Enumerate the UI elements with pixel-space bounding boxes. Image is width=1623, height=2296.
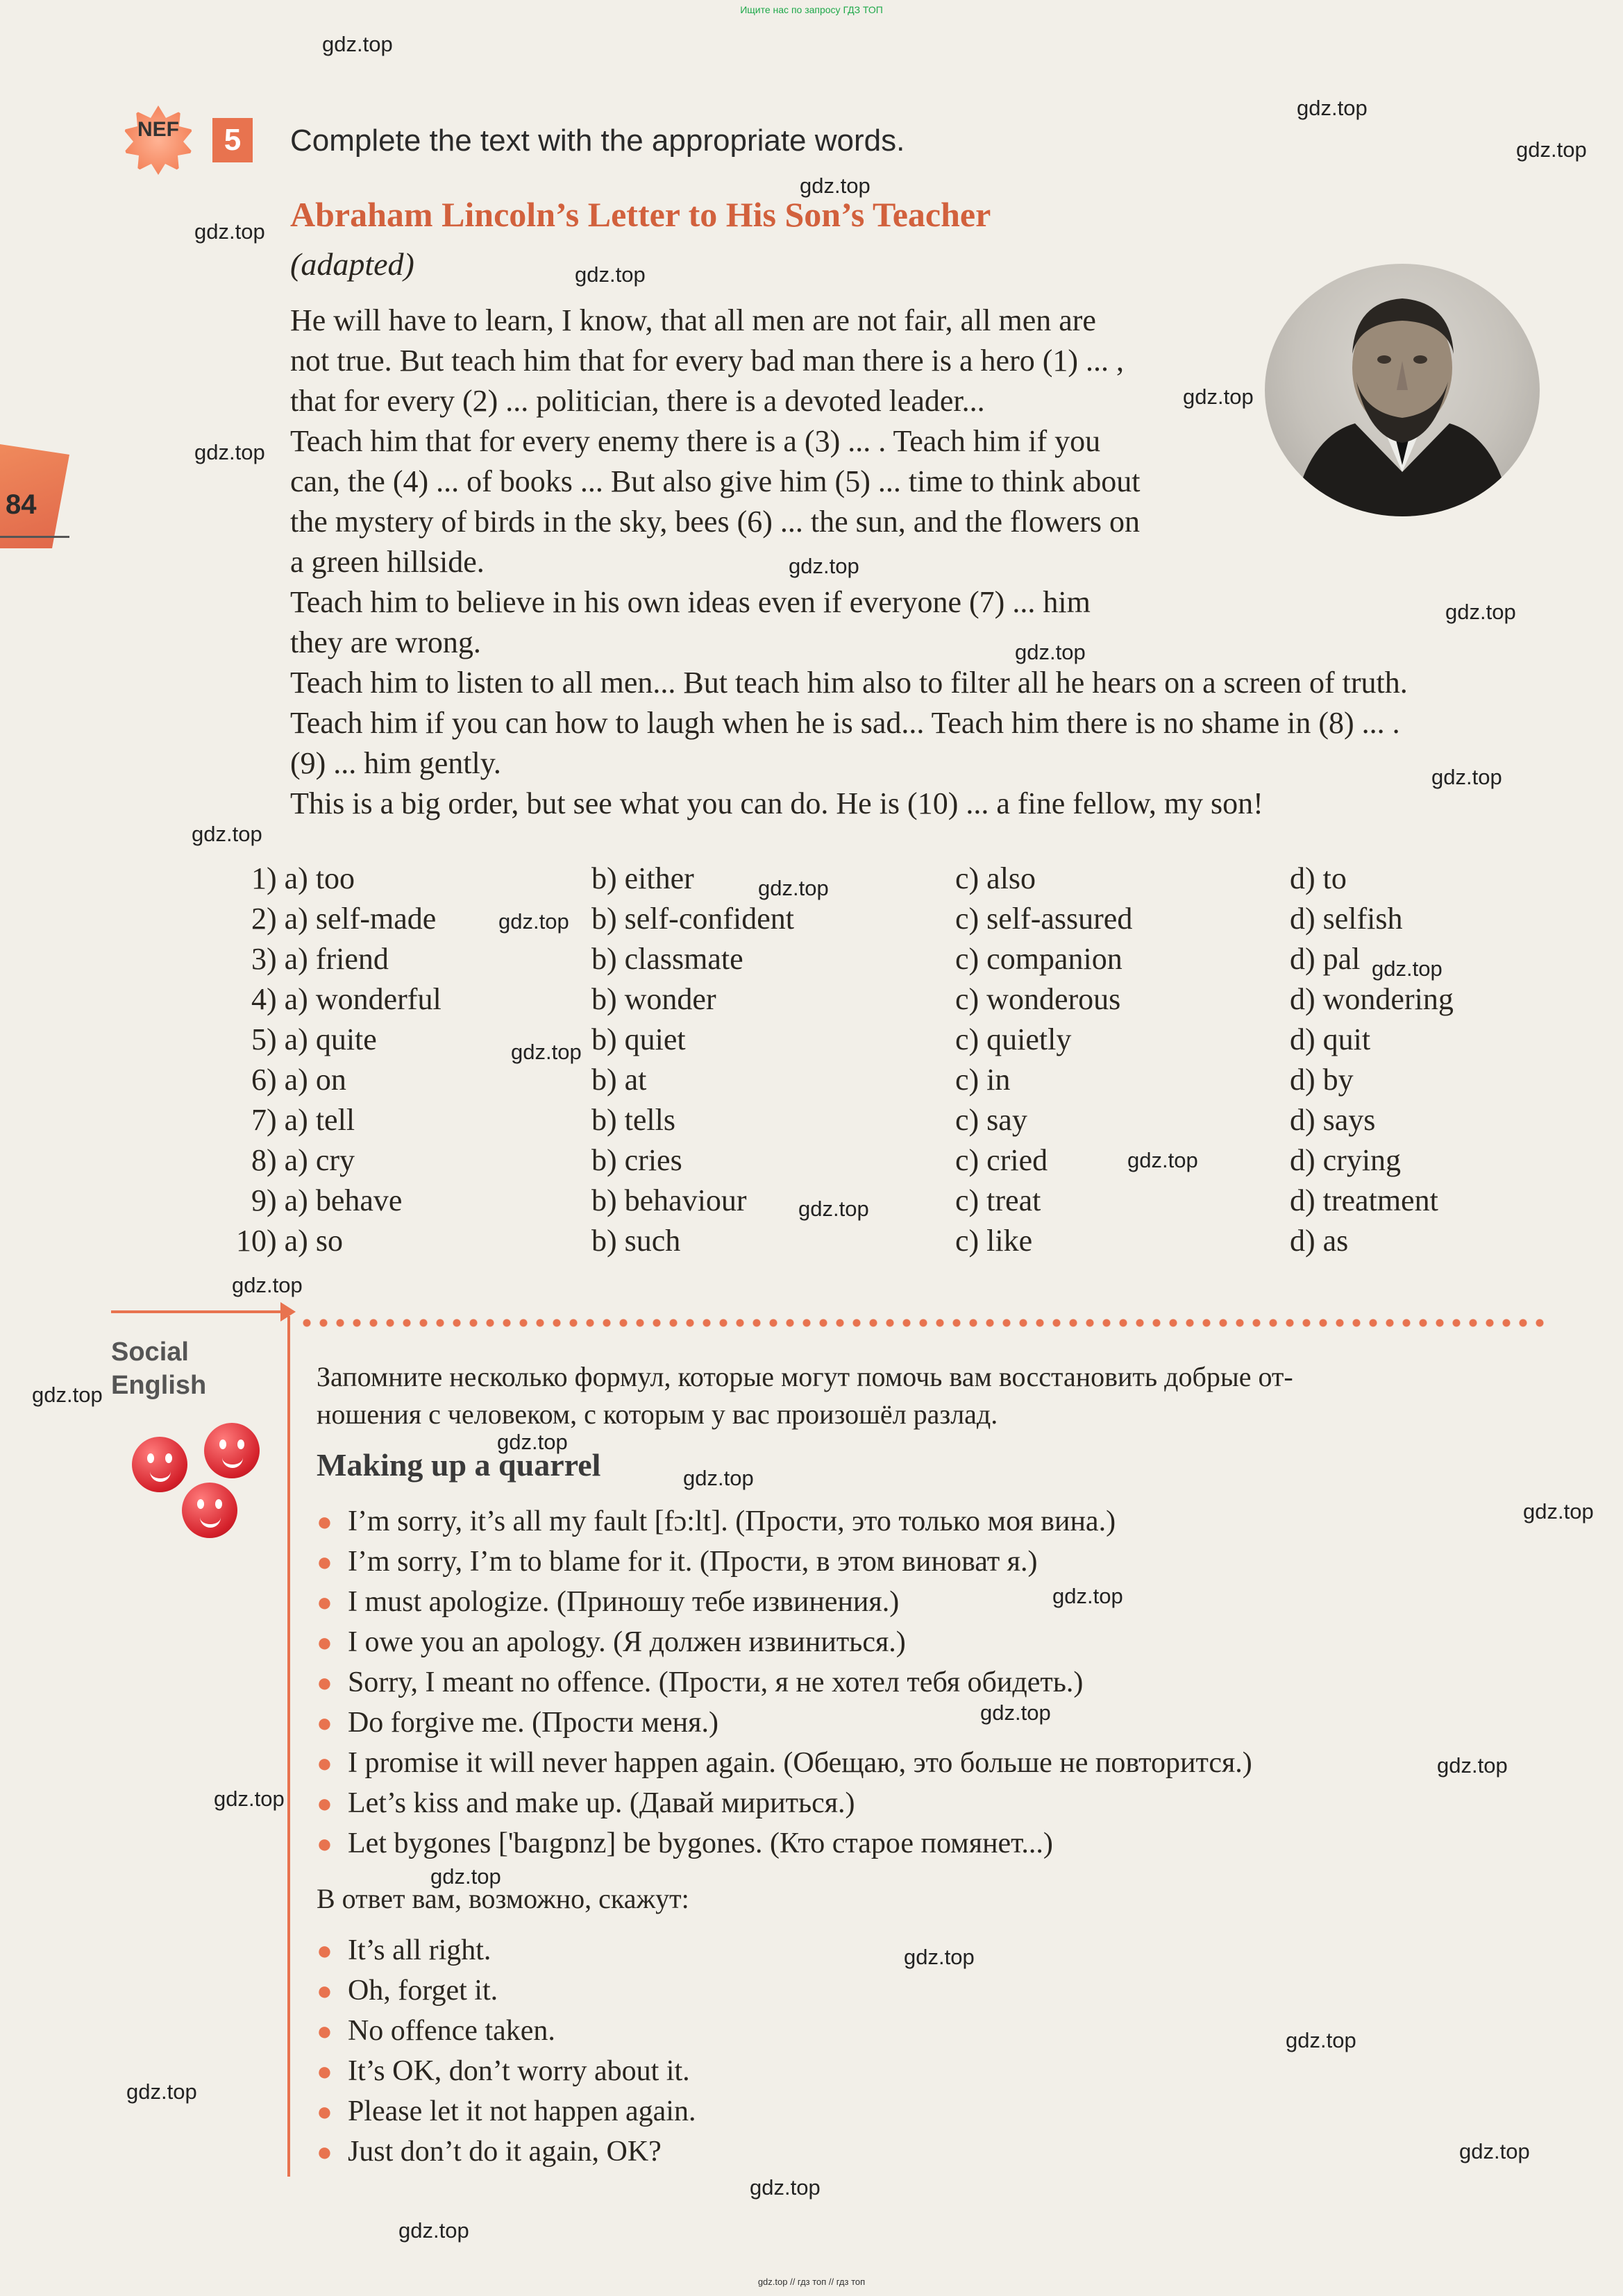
smiley-face-icon [204,1423,260,1478]
option-item: 8) a) cry [251,1143,355,1177]
watermark: gdz.top [194,440,265,464]
text-line: a green hillside. [290,545,485,579]
option-item: c) like [955,1224,1033,1258]
watermark: gdz.top [980,1700,1051,1725]
watermark: gdz.top [1052,1584,1123,1608]
watermark: gdz.top [1183,385,1254,409]
option-item: 4) a) wonderful [251,982,442,1016]
option-item: b) quiet [591,1022,686,1056]
option-item: d) says [1290,1103,1376,1137]
text-line: This is a big order, but see what you can do. He is (10) ... a fine fellow, my son! [290,786,1263,820]
option-item: b) classmate [591,942,743,976]
article-title: Abraham Lincoln’s Letter to His Son’s Teacher [290,195,991,234]
watermark: gdz.top [1459,2139,1530,2163]
lincoln-portrait [1265,264,1540,516]
reply-item [317,2095,696,2128]
bullet-icon: ● [317,1588,333,1617]
reply-text: Just don’t do it again, OK? [347,2136,662,2168]
option-item: c) companion [955,942,1122,976]
phrase-item [317,1746,1252,1780]
watermark: gdz.top [194,219,265,244]
phrase-text: I promise it will never happen again. (Обещаю, это больше не повторится.) [347,1747,1252,1779]
bullet-icon: ● [317,1977,333,2006]
watermark: gdz.top [800,174,871,198]
watermark: gdz.top [511,1040,582,1064]
watermark: gdz.top [498,909,569,934]
bullet-icon: ● [317,1709,333,1738]
watermark: gdz.top [904,1945,975,1969]
watermark: gdz.top [1127,1148,1198,1172]
option-item: b) self-confident [591,902,794,936]
text-line: not true. But teach him that for every bad man there is a hero (1) ... , [290,344,1125,378]
watermark: gdz.top [1297,96,1368,120]
phrase-text: Sorry, I meant no offence. (Прости, я не хотел тебя обидеть.) [347,1666,1084,1698]
social-english-label [111,1335,206,1402]
watermark: gdz.top [1437,1753,1508,1778]
phrase-text: Let’s kiss and make up. (Давай мириться.) [347,1787,855,1819]
lincoln-portrait-drawing [1265,264,1540,516]
page-number: 84 [6,489,37,520]
text-line: they are wrong. [290,625,481,659]
watermark: gdz.top [575,262,646,287]
watermark: gdz.top [430,1864,501,1889]
option-item: 10) a) so [236,1224,343,1258]
social-english-label-line2: English [111,1371,207,1400]
option-item: b) wonder [591,982,716,1016]
article-subtitle: (adapted) [290,246,414,282]
watermark: gdz.top [497,1430,568,1454]
option-item: d) wondering [1290,982,1454,1016]
watermark: gdz.top [1431,765,1502,789]
reply-intro: В ответ вам, возможно, скажут: [317,1883,689,1914]
option-item: d) quit [1290,1022,1371,1056]
watermark: gdz.top [1445,600,1516,624]
bullet-icon: ● [317,1936,333,1966]
text-line: Teach him that for every enemy there is a (3) ... . Teach him if you [290,424,1101,458]
watermark: gdz.top [32,1383,103,1407]
phrase-text: I must apologize. (Приношу тебе извинения.) [347,1586,900,1618]
phrase-text: Do forgive me. (Прости меня.) [347,1707,718,1739]
bullet-icon: ● [317,1669,333,1698]
watermark: gdz.top [1372,956,1443,981]
watermark: gdz.top [232,1273,303,1297]
option-item: c) quietly [955,1022,1072,1056]
bullet-icon: ● [317,1789,333,1818]
text-line: (9) ... him gently. [290,746,501,780]
option-item: 9) a) behave [251,1183,403,1217]
reply-item [317,2135,662,2168]
watermark: gdz.top [1523,1499,1594,1523]
option-item: d) as [1290,1224,1349,1258]
option-item: 7) a) tell [251,1103,355,1137]
bullet-icon: ● [317,2057,333,2086]
nef-badge-label: NEF [137,118,179,141]
option-item: d) by [1290,1063,1354,1097]
section-divider-arrow [111,1310,285,1313]
option-item: c) wonderous [955,982,1121,1016]
option-item: 3) a) friend [251,942,389,976]
smiley-face-icon [182,1483,237,1538]
phrase-item [317,1666,1083,1699]
watermark: gdz.top [1015,640,1086,664]
reply-text: Please let it not happen again. [347,2095,696,2127]
option-item: d) selfish [1290,902,1403,936]
section-title: Making up a quarrel [317,1447,601,1483]
text-line: that for every (2) ... politician, there is a devoted leader... [290,384,985,418]
option-item: d) treatment [1290,1183,1438,1217]
option-item: b) tells [591,1103,675,1137]
reply-item [317,2014,555,2048]
reply-text: Oh, forget it. [347,1975,498,2007]
option-item: c) self-assured [955,902,1133,936]
phrase-item [317,1827,1053,1860]
reply-text: No offence taken. [347,2015,555,2047]
option-item: d) pal [1290,942,1361,976]
phrase-item [317,1585,899,1619]
bullet-icon: ● [317,2097,333,2127]
page-number-rule [0,536,69,538]
watermark: gdz.top [750,2175,821,2200]
nef-badge [124,105,193,175]
option-item: b) at [591,1063,647,1097]
option-item: b) cries [591,1143,682,1177]
phrase-text: I’m sorry, I’m to blame for it. (Прости, в этом виноват я.) [347,1546,1038,1578]
option-item: c) treat [955,1183,1041,1217]
section-intro-line: ношения с человеком, с которым у вас произошёл разлад. [317,1399,998,1430]
option-item: b) such [591,1224,681,1258]
phrase-item [317,1626,906,1659]
section-side-rule [287,1316,290,2177]
phrase-item [317,1545,1037,1578]
watermark: gdz.top [758,876,829,900]
watermark: gdz.top [322,32,393,56]
reply-item [317,2054,690,2088]
section-intro-line: Запомните несколько формул, которые могут помочь вам восстановить добрые от- [317,1361,1293,1392]
smiley-face-icon [132,1437,187,1492]
reply-text: It’s OK, don’t worry about it. [347,2055,690,2087]
text-line: can, the (4) ... of books ... But also give him (5) ... time to think about [290,464,1141,498]
option-item: c) cried [955,1143,1048,1177]
phrase-item [317,1706,718,1739]
bottom-note: gdz.top // гдз топ // гдз топ [757,2277,866,2287]
bullet-icon: ● [317,1548,333,1577]
option-item: 6) a) on [251,1063,346,1097]
option-item: b) either [591,861,694,895]
option-item: 5) a) quite [251,1022,377,1056]
dotted-divider [298,1319,1548,1327]
watermark: gdz.top [126,2079,197,2104]
phrase-item [317,1505,1116,1538]
bullet-icon: ● [317,1508,333,1537]
phrase-item [317,1787,855,1820]
text-line: Teach him if you can how to laugh when he is sad... Teach him there is no shame in (8) ... . [290,706,1400,740]
reply-item [317,1974,498,2007]
text-line: He will have to learn, I know, that all men are not fair, all men are [290,303,1096,337]
option-item: c) say [955,1103,1027,1137]
bullet-icon: ● [317,2017,333,2046]
task-number: 5 [212,118,253,162]
option-item: 1) a) too [251,861,355,895]
bullet-icon: ● [317,1628,333,1657]
watermark: gdz.top [683,1466,754,1490]
option-item: c) in [955,1063,1011,1097]
watermark: gdz.top [398,2218,469,2243]
watermark: gdz.top [798,1197,869,1221]
task-instruction: Complete the text with the appropriate words. [290,124,905,158]
reply-item [317,1934,491,1967]
option-item: d) to [1290,861,1347,895]
phrase-text: I’m sorry, it’s all my fault [fɔ:lt]. (Прости, это только моя вина.) [347,1505,1116,1537]
watermark: gdz.top [1516,137,1587,162]
option-item: b) behaviour [591,1183,747,1217]
phrase-text: I owe you an apology. (Я должен извиниться.) [347,1626,906,1658]
watermark: gdz.top [214,1787,285,1811]
reply-text: It’s all right. [347,1934,491,1966]
text-line: Teach him to listen to all men... But teach him also to filter all he hears on a screen of truth. [290,666,1408,700]
watermark: gdz.top [192,822,262,846]
social-english-label-line1: Social [111,1337,189,1367]
bullet-icon: ● [317,1830,333,1859]
top-note: Ищите нас по запросу ГДЗ ТОП [740,4,883,15]
bullet-icon: ● [317,2138,333,2167]
phrase-text: Let bygones ['baɪgɒnz] be bygones. (Кто старое помянет...) [347,1827,1053,1859]
watermark: gdz.top [789,554,859,578]
text-line: the mystery of birds in the sky, bees (6) ... the sun, and the flowers on [290,505,1141,539]
bullet-icon: ● [317,1749,333,1778]
watermark: gdz.top [1286,2028,1356,2052]
option-item: 2) a) self-made [251,902,437,936]
option-item: d) crying [1290,1143,1402,1177]
option-item: c) also [955,861,1036,895]
text-line: Teach him to believe in his own ideas even if everyone (7) ... him [290,585,1091,619]
